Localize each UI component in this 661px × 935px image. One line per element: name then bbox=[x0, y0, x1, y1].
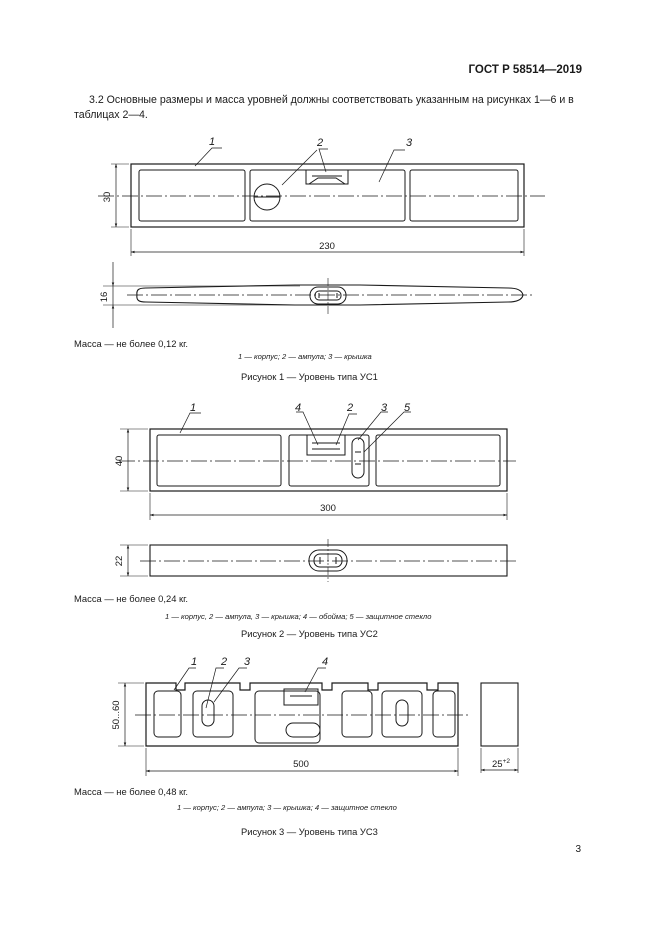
fig2-window-right bbox=[376, 435, 500, 486]
fig3-bottom-vial bbox=[286, 723, 320, 737]
fig1-length-dim: 230 bbox=[319, 241, 335, 252]
fig2-thickness-dim: 22 bbox=[114, 555, 125, 567]
fig3-legend: 1 — корпус; 2 — ампула; 3 — крышка; 4 — защитное стекло bbox=[177, 803, 397, 812]
fig2-window-left bbox=[157, 435, 281, 486]
fig3-length-dim: 500 bbox=[293, 759, 309, 770]
fig2-callout-1: 1 bbox=[190, 402, 197, 414]
fig2-mass: Масса — не более 0,24 кг. bbox=[74, 593, 189, 604]
fig2-caption: Рисунок 2 — Уровень типа УС2 bbox=[241, 628, 378, 639]
figure-3-drawing bbox=[118, 668, 518, 776]
page-number: 3 bbox=[575, 844, 581, 855]
fig3-end-view bbox=[481, 683, 518, 746]
fig1-body bbox=[131, 164, 524, 227]
fig3-thickness-dim bbox=[492, 758, 510, 770]
fig3-vial-right bbox=[396, 700, 408, 726]
figure-1-drawing bbox=[98, 148, 545, 328]
fig2-body bbox=[150, 429, 507, 491]
fig1-caption: Рисунок 1 — Уровень типа УС1 bbox=[241, 371, 378, 382]
fig3-vial-left bbox=[202, 700, 214, 726]
fig2-legend: 1 — корпус, 2 — ампула, 3 — крышка; 4 — обойма; 5 — защитное стекло bbox=[165, 612, 432, 621]
fig2-callout-3: 3 bbox=[381, 402, 388, 414]
fig3-callout-1: 1 bbox=[191, 656, 198, 668]
fig2-callout-4: 4 bbox=[295, 402, 302, 414]
fig2-callout-2: 2 bbox=[347, 402, 354, 414]
intro-paragraph: 3.2 Основные размеры и масса уровней должны соответствовать указанным на рисунках 1—6 и в таблицах 2—4. bbox=[74, 94, 574, 121]
fig3-callout-3: 3 bbox=[244, 656, 251, 668]
fig3-thickness-value: 25 bbox=[492, 759, 503, 770]
fig3-caption: Рисунок 3 — Уровень типа УС3 bbox=[241, 826, 378, 837]
fig1-window-right bbox=[410, 170, 518, 221]
fig1-callout-1: 1 bbox=[209, 136, 216, 148]
fig1-height-dim: 30 bbox=[102, 191, 113, 203]
figure-2-drawing bbox=[119, 412, 516, 582]
fig1-window-left bbox=[139, 170, 245, 221]
fig1-thickness-dim: 16 bbox=[99, 291, 110, 303]
fig2-callout-5: 5 bbox=[404, 402, 411, 414]
fig1-mass: Масса — не более 0,12 кг. bbox=[74, 338, 189, 349]
fig3-callout-2: 2 bbox=[221, 656, 228, 668]
fig3-height-dim: 50...60 bbox=[111, 700, 122, 730]
standard-number: ГОСТ Р 58514—2019 bbox=[468, 64, 582, 76]
fig1-callout-2: 2 bbox=[317, 137, 324, 149]
fig1-callout-3: 3 bbox=[406, 137, 413, 149]
fig3-thickness-tolerance: +2 bbox=[502, 758, 510, 765]
fig3-mass: Масса — не более 0,48 кг. bbox=[74, 786, 189, 797]
fig2-length-dim: 300 bbox=[320, 503, 336, 514]
fig2-side-vial bbox=[352, 438, 364, 478]
fig1-legend: 1 — корпус; 2 — ампула; 3 — крышка bbox=[238, 352, 372, 361]
fig2-height-dim: 40 bbox=[114, 455, 125, 467]
fig3-callout-4: 4 bbox=[322, 656, 329, 668]
